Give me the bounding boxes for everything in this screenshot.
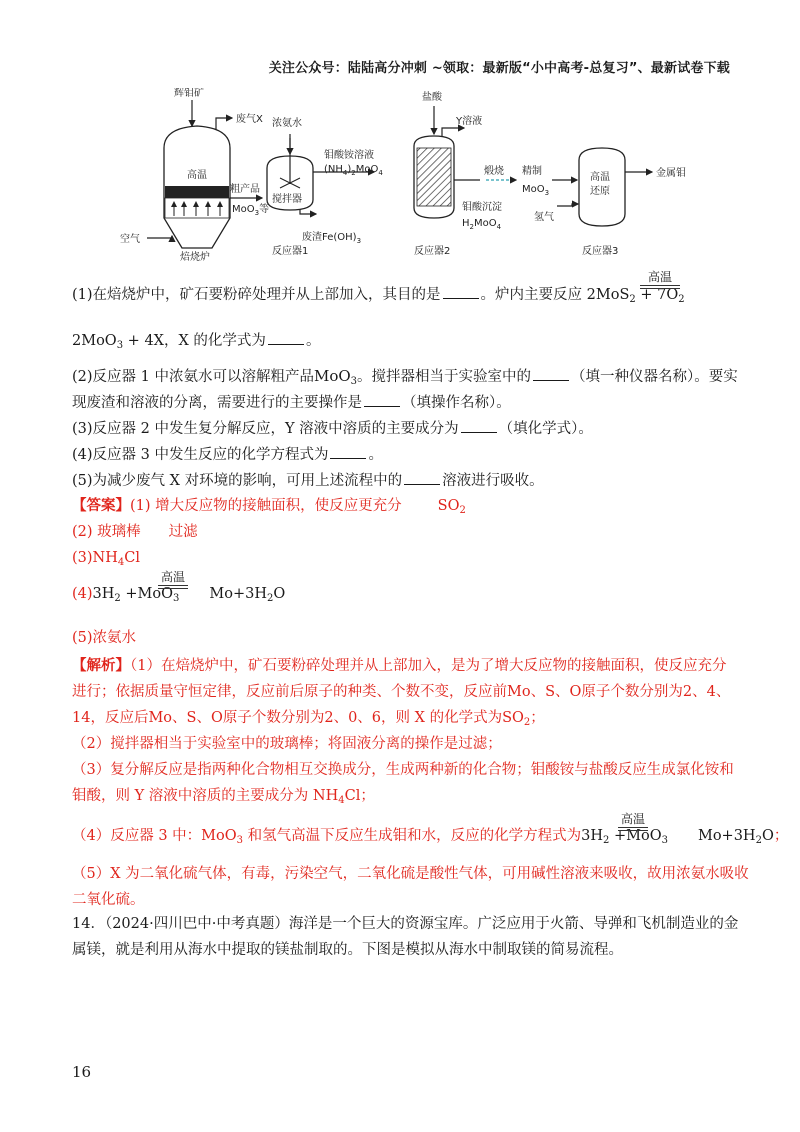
label-high-temp: 高温 (187, 170, 207, 181)
answer-2: (2) 玻璃棒 过滤 (72, 524, 198, 540)
question-4: (4)反应器 3 中发生反应的化学方程式为 。 (72, 444, 732, 465)
blank-7 (404, 470, 440, 485)
label-molybdic-acid: 钼酸沉淀 (462, 202, 502, 213)
answer-5: (5)浓氨水 (72, 630, 137, 646)
label-ammonia: 浓氨水 (272, 118, 302, 129)
question-2-line-2: 现废渣和溶液的分离，需要进行的主要操作是 （填操作名称）。 (72, 392, 732, 413)
analysis-5-line-2: 二氧化硫。 (72, 892, 145, 908)
answer-4: $(4)3H_2 +MoO_3$ $Mo+3H_2O$ (72, 586, 286, 604)
a4-condition: 高温 (158, 568, 188, 589)
question-14-line-2: 属镁，就是利用从海水中提取的镁盐制取的。下图是模拟从海水中制取镁的简易流程。 (72, 942, 623, 958)
question-5: (5)为减少废气 X 对环境的影响，可用上述流程中的 溶液进行吸收。 (72, 470, 732, 491)
blank-1 (443, 284, 479, 299)
label-ammonium-formula: $(NH_4)_2MoO_4$ (324, 164, 383, 177)
page-number: 16 (72, 1063, 92, 1081)
label-waste-gas: 废气X (236, 114, 263, 125)
analysis-4: （4）反应器 3 中：MoO$_3$ 和氢气高温下反应生成钼和水，反应的化学方程式为$3H_2 +MoO_3$ $Mo+3H_2O$； (72, 828, 789, 846)
label-reactor3-high-temp: 高温 (590, 172, 610, 183)
analysis-3-line-2: 钼酸，则 Y 溶液中溶质的主要成分为 $NH_4Cl$； (72, 788, 375, 806)
label-molybdic-formula: $H_2MoO_4$ (462, 218, 502, 231)
analysis-2: （2）搅拌器相当于实验室中的玻璃棒；将固液分离的操作是过滤； (72, 736, 502, 752)
blank-4 (364, 392, 400, 407)
label-crude-moo3: MoO$_3$等 (232, 204, 270, 217)
question-3: (3)反应器 2 中发生复分解反应，Y 溶液中溶质的主要成分为 （填化学式）。 (72, 418, 732, 439)
label-ore: 辉钼矿 (174, 88, 204, 99)
question-1-line-1: (1)在焙烧炉中，矿石要粉碎处理并从上部加入，其目的是 。炉内主要反应 $2MoS_2 + 7O_2$ (72, 284, 732, 305)
label-stirrer: 搅拌器 (272, 194, 302, 205)
label-refined-moo3: MoO$_3$ (522, 184, 550, 197)
blank-3 (533, 366, 569, 381)
label-waste-residue: 废渣$Fe(OH)_3$ (302, 232, 362, 245)
analysis-3-line-1: （3）复分解反应是指两种化合物相互交换成分，生成两种新的化合物；钼酸铵与盐酸反应生成氯化铵和 (72, 762, 734, 778)
label-calcine: 煅烧 (484, 166, 504, 177)
label-crude-product: 粗产品 (230, 184, 260, 195)
process-flow-diagram (112, 88, 692, 264)
label-metal-mo: 金属钼 (656, 168, 686, 179)
label-furnace: 焙烧炉 (180, 252, 210, 263)
label-reactor1: 反应器1 (272, 246, 309, 257)
label-reactor2: 反应器2 (414, 246, 451, 257)
answer-1: 【答案】(1) 增大反应物的接触面积，使反应更充分 $SO_2$ (72, 497, 466, 516)
answer-3: $(3)NH_4Cl$ (72, 550, 140, 568)
label-hcl: 盐酸 (422, 92, 442, 103)
analysis-5-line-1: （5）X 为二氧化硫气体，有毒，污染空气，二氧化硫是酸性气体，可用碱性溶液来吸收，故用浓氨水吸收 (72, 866, 749, 882)
question-14-line-1: 14．（2024·四川巴中·中考真题）海洋是一个巨大的资源宝库。广泛应用于火箭、导弹和飞机制造业的金 (72, 916, 739, 932)
label-y-solution: Y溶液 (456, 116, 483, 127)
label-air: 空气 (120, 234, 140, 245)
analysis-1-line-3: 14，反应后Mo、S、O原子个数分别为2、0、6，则 X 的化学式为$SO_2$； (72, 710, 545, 728)
label-refined: 精制 (522, 166, 542, 177)
blank-6 (330, 444, 366, 459)
label-hydrogen: 氢气 (534, 212, 554, 223)
q1-condition: 高温 (640, 268, 680, 289)
question-1-line-2: 2MoO$_3$ + 4X，X 的化学式为 。 (72, 330, 732, 351)
label-reactor3-reduce: 还原 (590, 186, 610, 197)
q1-equation-left: $2MoS_2 + 7O_2$ (586, 287, 685, 305)
question-2-line-1: (2)反应器 1 中浓氨水可以溶解粗产品MoO$_3$。搅拌器相当于实验室中的 （填一种仪器名称）。要实 (72, 367, 738, 387)
label-ammonium-molybdate: 钼酸铵溶液 (324, 150, 374, 161)
analysis-4-condition: 高温 (618, 810, 648, 831)
blank-5 (461, 418, 497, 433)
blank-2 (268, 330, 304, 345)
label-reactor3: 反应器3 (582, 246, 619, 257)
page-header: 关注公众号：陆陆高分冲刺 ~领取：最新版“小中高考-总复习”、最新试卷下载 (268, 61, 730, 76)
analysis-1-line-2: 进行；依据质量守恒定律，反应前后原子的种类、个数不变，反应前Mo、S、O原子个数分别为2、4、 (72, 684, 731, 700)
analysis-1-line-1: 【解析】（1）在焙烧炉中，矿石要粉碎处理并从上部加入，是为了增大反应物的接触面积，使反应充分 (72, 657, 727, 674)
